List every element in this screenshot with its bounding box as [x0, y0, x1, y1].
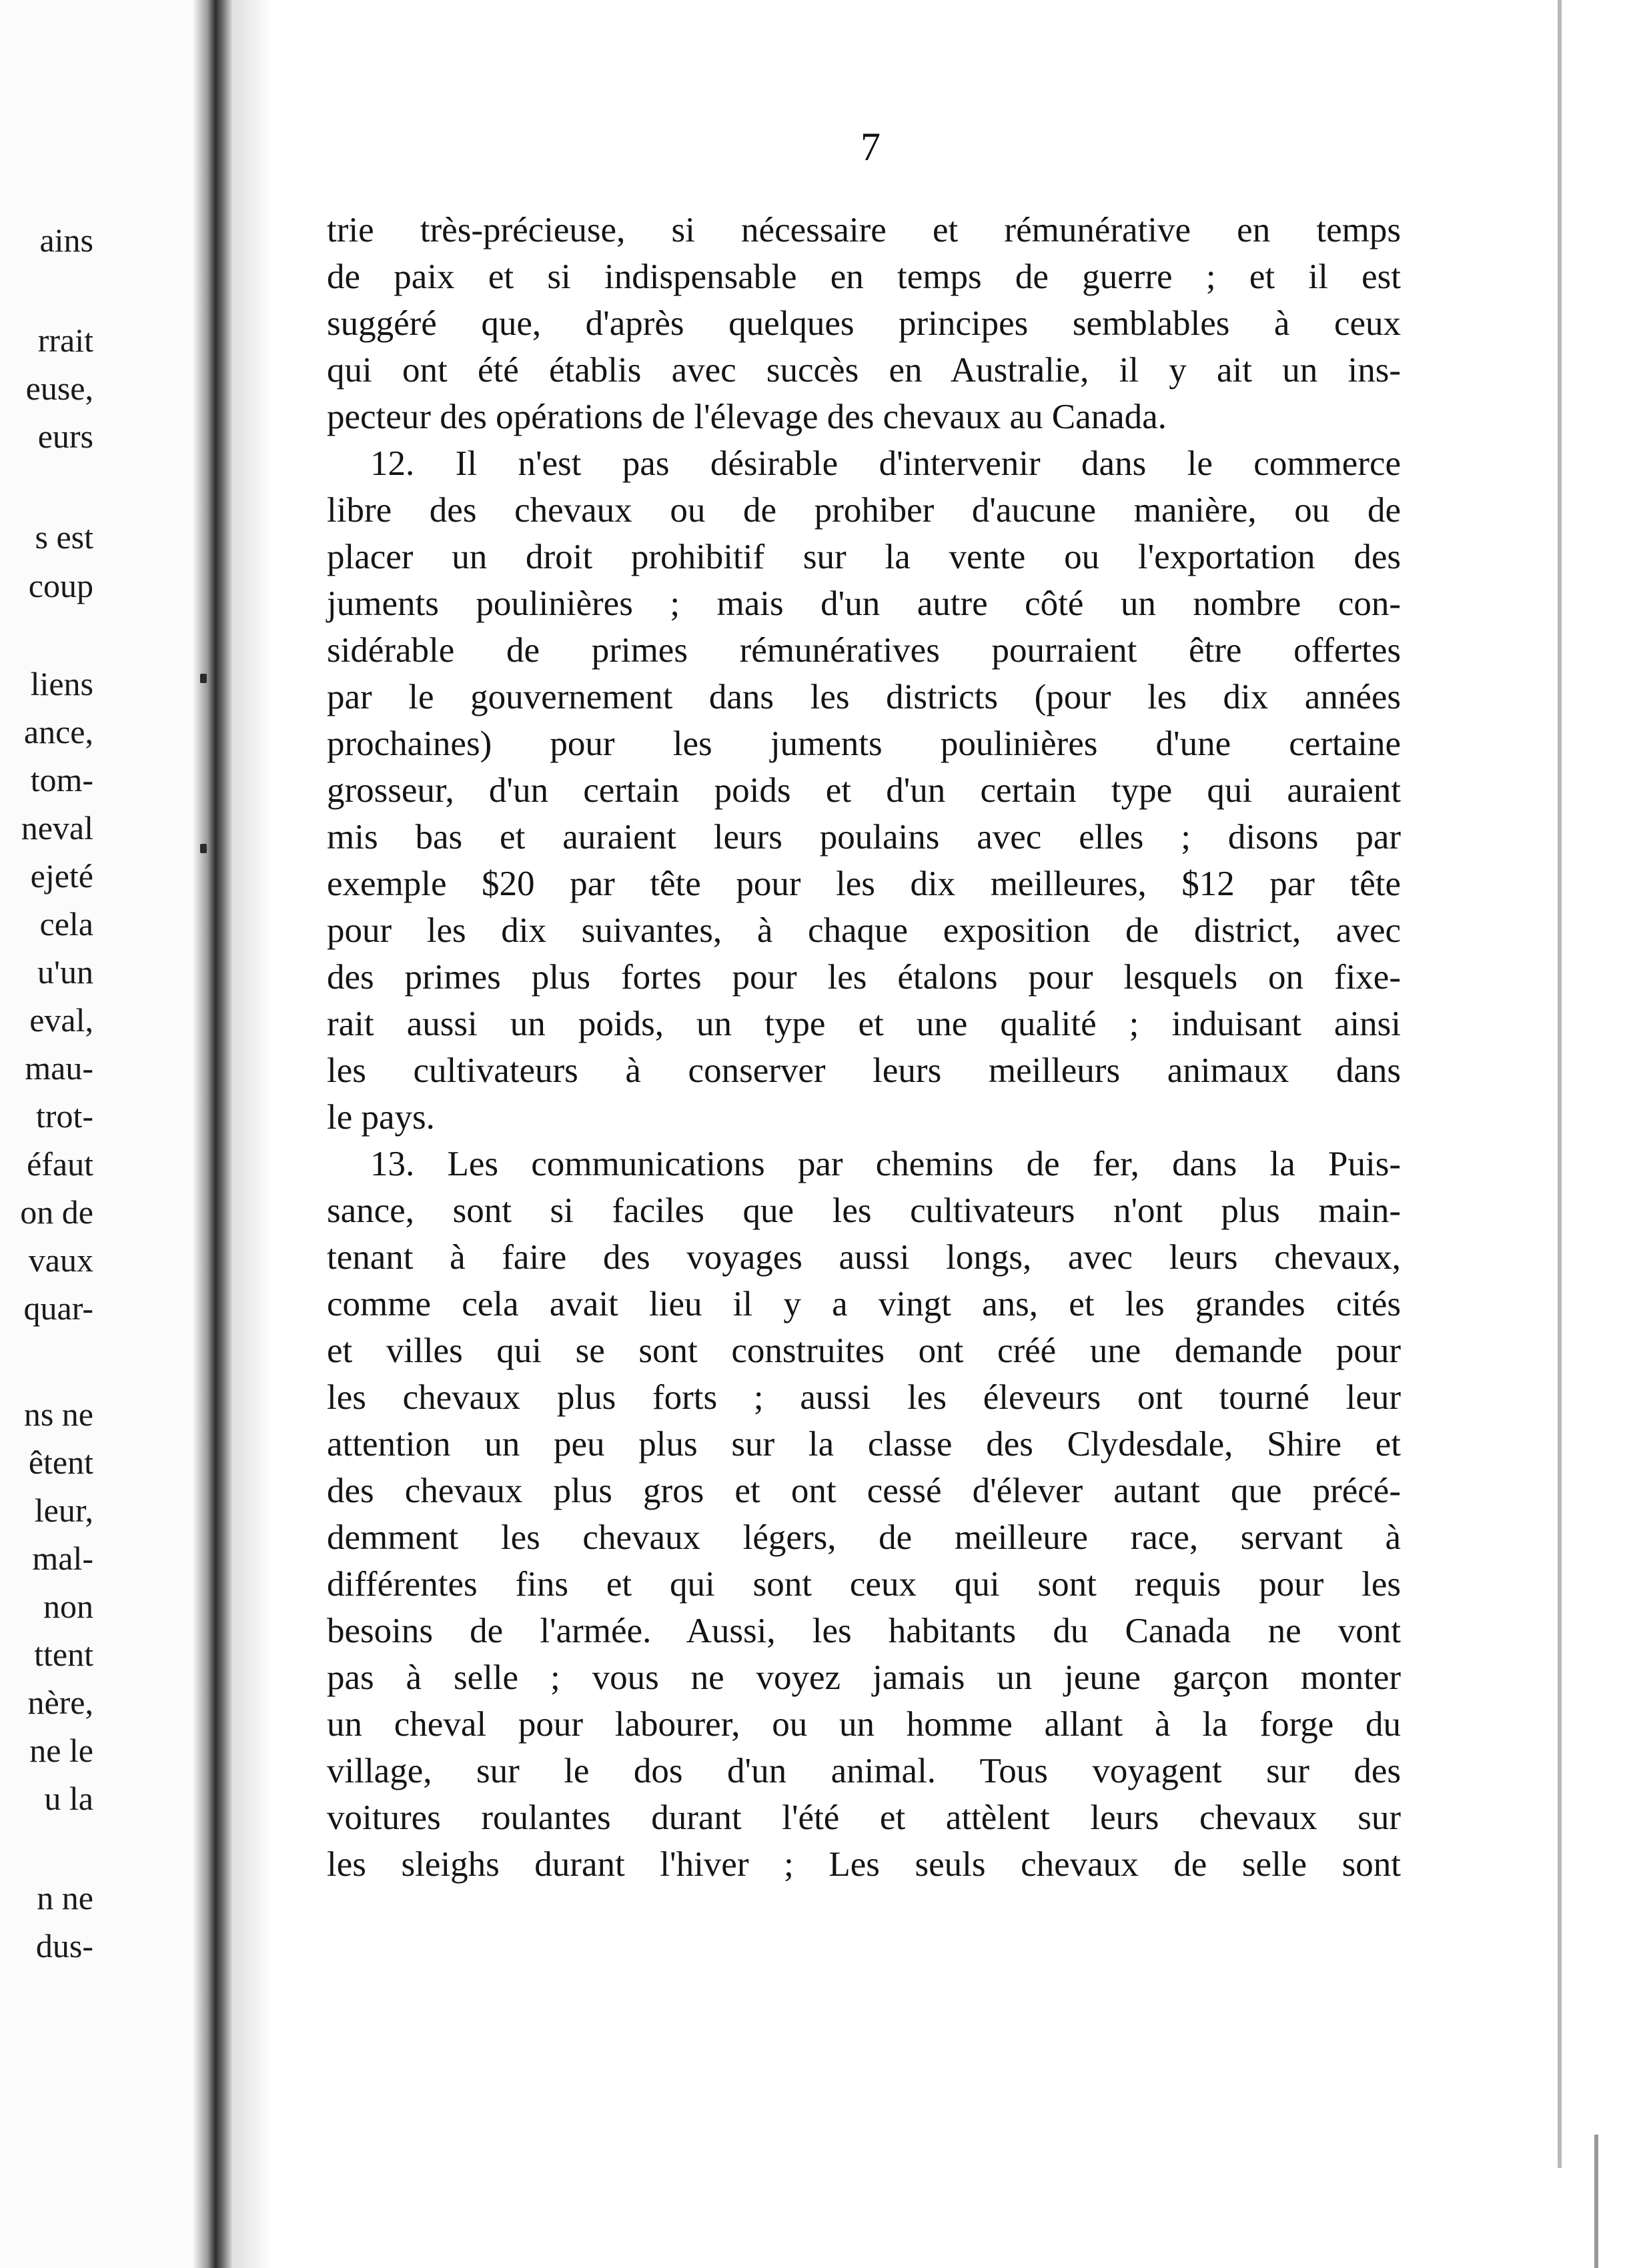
left-fragment-line: trot-	[35, 1097, 93, 1135]
text-line: et villes qui se sont construites ont créé une demande pour	[327, 1331, 1401, 1370]
left-fragment-line: s est	[35, 518, 93, 556]
text-line: suggéré que, d'après quelques principes semblables à ceux	[327, 304, 1401, 343]
left-fragment-line: mal-	[32, 1540, 93, 1577]
previous-page-fragment	[0, 0, 193, 2268]
paragraph-12-first-line: 12. Il n'est pas désirable d'intervenir dans le commerce	[370, 444, 1401, 483]
text-line: trie très-précieuse, si nécessaire et rémunérative en temps	[327, 211, 1401, 249]
left-fragment-line: ttent	[34, 1636, 93, 1673]
left-fragment-line: non	[43, 1588, 93, 1625]
text-line: un cheval pour labourer, ou un homme allant à la forge du	[327, 1705, 1401, 1744]
text-line: attention un peu plus sur la classe des Clydesdale, Shire et	[327, 1425, 1401, 1464]
text-line: juments poulinières ; mais d'un autre côté un nombre con-	[327, 584, 1401, 623]
left-fragment-line: ance,	[23, 713, 93, 750]
left-fragment-line: quar-	[23, 1289, 93, 1327]
text-line: mis bas et auraient leurs poulains avec elles ; disons par	[327, 818, 1401, 857]
text-line: demment les chevaux légers, de meilleure race, servant à	[327, 1518, 1401, 1557]
left-fragment-line: coup	[28, 567, 93, 604]
left-fragment-line: ne le	[29, 1732, 93, 1769]
left-fragment-line: mau-	[25, 1049, 93, 1087]
left-fragment-line: euse,	[25, 370, 93, 407]
text-line: les cultivateurs à conserver leurs meilleurs animaux dans	[327, 1051, 1401, 1090]
left-fragment-line: eval,	[29, 1001, 93, 1039]
left-fragment-line: dus-	[35, 1927, 93, 1964]
text-line: les sleighs durant l'hiver ; Les seuls chevaux de selle sont	[327, 1845, 1401, 1884]
text-line: prochaines) pour les juments poulinières d'une certaine	[327, 724, 1401, 763]
body-text	[327, 207, 1401, 1888]
left-fragment-line: u la	[44, 1780, 93, 1817]
page-number: 7	[861, 125, 881, 169]
binding-mark	[200, 674, 207, 683]
left-fragment-line: rrait	[37, 322, 93, 359]
sheet-edge	[1594, 2135, 1598, 2268]
left-fragment-line: êtent	[28, 1444, 93, 1481]
text-line: placer un droit prohibitif sur la vente ou l'exportation des	[327, 538, 1401, 576]
text-line: le pays.	[327, 1098, 435, 1137]
left-fragment-line: neval	[21, 809, 93, 846]
text-line: des primes plus fortes pour les étalons pour lesquels on fixe-	[327, 958, 1401, 997]
left-fragment-line: on de	[20, 1193, 93, 1231]
text-line: libre des chevaux ou de prohiber d'aucune manière, ou de	[327, 491, 1401, 530]
left-fragment-line: leur,	[34, 1492, 93, 1529]
text-line: exemple $20 par tête pour les dix meilleures, $12 par tête	[327, 865, 1401, 903]
left-fragment-line: n ne	[37, 1879, 93, 1916]
text-line: les chevaux plus forts ; aussi les éleveurs ont tourné leur	[327, 1378, 1401, 1417]
paragraph-13-first-line: 13. Les communications par chemins de fer, dans la Puis-	[370, 1145, 1401, 1183]
text-line: besoins de l'armée. Aussi, les habitants du Canada ne vont	[327, 1612, 1401, 1650]
text-line: tenant à faire des voyages aussi longs, avec leurs chevaux,	[327, 1238, 1401, 1277]
text-line: de paix et si indispensable en temps de guerre ; et il est	[327, 257, 1401, 296]
text-line: village, sur le dos d'un animal. Tous voyagent sur des	[327, 1752, 1401, 1790]
text-line: sance, sont si faciles que les cultivateurs n'ont plus main-	[327, 1191, 1401, 1230]
left-fragment-line: eurs	[37, 418, 93, 455]
left-fragment-line: u'un	[37, 953, 93, 991]
text-line: par le gouvernement dans les districts (pour les dix années	[327, 678, 1401, 716]
text-line: rait aussi un poids, un type et une qualité ; induisant ainsi	[327, 1005, 1401, 1043]
binding-mark	[200, 844, 207, 853]
left-fragment-line: vaux	[28, 1241, 93, 1279]
left-fragment-line: tom-	[30, 761, 93, 798]
text-line: pas à selle ; vous ne voyez jamais un jeune garçon monter	[327, 1658, 1401, 1697]
left-fragment-line: cela	[39, 905, 93, 943]
left-fragment-line: liens	[30, 665, 93, 702]
text-line: pecteur des opérations de l'élevage des chevaux au Canada.	[327, 398, 1167, 436]
left-fragment-line: ains	[39, 221, 93, 259]
gutter-shadow	[233, 0, 274, 2268]
text-line: sidérable de primes rémunératives pourraient être offertes	[327, 631, 1401, 670]
text-line: comme cela avait lieu il y a vingt ans, et les grandes cités	[327, 1285, 1401, 1323]
text-line: des chevaux plus gros et ont cessé d'élever autant que précé-	[327, 1472, 1401, 1510]
text-line: pour les dix suivantes, à chaque exposition de district, avec	[327, 911, 1401, 950]
left-fragment-line: éfaut	[27, 1145, 93, 1183]
left-fragment-line: ns ne	[23, 1395, 93, 1433]
sheet-edge	[1558, 0, 1562, 2168]
left-fragment-line: nère,	[27, 1684, 93, 1721]
text-line: grosseur, d'un certain poids et d'un certain type qui auraient	[327, 771, 1401, 810]
page-gutter	[193, 0, 233, 2268]
text-line: qui ont été établis avec succès en Australie, il y ait un ins-	[327, 351, 1401, 390]
text-line: voitures roulantes durant l'été et attèlent leurs chevaux sur	[327, 1798, 1401, 1837]
text-line: différentes fins et qui sont ceux qui sont requis pour les	[327, 1565, 1401, 1604]
left-fragment-line: ejeté	[30, 857, 93, 895]
